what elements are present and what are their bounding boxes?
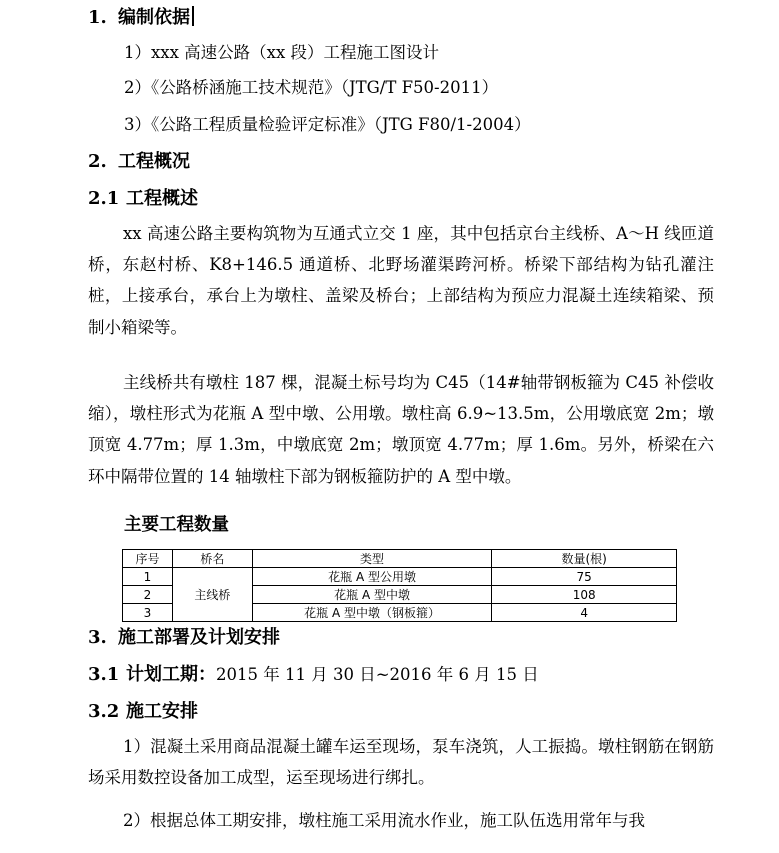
heading-deployment (88, 628, 280, 648)
cell-type: 花瓶 A 型中墩（钢板箍） (252, 604, 492, 622)
heading-number: 1. (88, 7, 107, 28)
table-header-row (123, 550, 677, 568)
cell-no: 1 (123, 568, 173, 586)
cell-no: 2 (123, 586, 173, 604)
heading-number: 3.1 (88, 664, 120, 685)
cell-bridge: 主线桥 (172, 568, 252, 622)
table-row (123, 568, 677, 586)
cell-qty: 75 (492, 568, 677, 586)
basis-item-2: 2）《公路桥涵施工技术规范》（JTG/T F50-2011） (124, 78, 499, 97)
cell-qty: 108 (492, 586, 677, 604)
heading-number: 3.2 (88, 701, 120, 722)
heading-title: 施工安排 (126, 701, 198, 722)
heading-basis (88, 6, 194, 28)
heading-schedule (88, 665, 539, 685)
heading-number: 3. (88, 627, 107, 648)
cell-type: 花瓶 A 型中墩 (252, 586, 492, 604)
heading-title: 工程概述 (126, 188, 198, 209)
heading-number: 2. (88, 151, 107, 172)
heading-overview (88, 152, 190, 172)
cell-no: 3 (123, 604, 173, 622)
cell-qty: 4 (492, 604, 677, 622)
heading-title: 计划工期： (126, 664, 216, 685)
basis-item-1: 1）xxx 高速公路（xx 段）工程施工图设计 (124, 43, 440, 62)
header-type: 类型 (252, 550, 492, 568)
summary-paragraph-1: xx 高速公路主要构筑物为互通式立交 1 座，其中包括京台主线桥、A～H 线匝道桥，东赵村桥、K8+146.5 通道桥、北野场灌渠跨河桥。桥梁下部结构为钻孔灌注桩，上接承台，承台上为墩柱、盖梁及桥台；上部结构为预应力混凝土连续箱梁、预制小箱梁等。 (88, 224, 714, 337)
header-no: 序号 (123, 550, 173, 568)
cell-type: 花瓶 A 型公用墩 (252, 568, 492, 586)
heading-title: 编制依据 (118, 7, 190, 28)
quantities-title: 主要工程数量 (124, 515, 229, 535)
heading-project-summary (88, 189, 198, 209)
summary-paragraph-2: 主线桥共有墩柱 187 棵，混凝土标号均为 C45（14#轴带钢板箍为 C45 补偿收缩），墩柱形式为花瓶 A 型中墩、公用墩。墩柱高 6.9~13.5m，公用墩底宽 2m；墩顶宽 4.77m；厚 1.3m，中墩底宽 2m；墩顶宽 4.77m；厚 1.6m。另外，桥梁在六环中隔带位置的 14 轴墩柱下部为钢板箍防护的 A 型中墩。 (88, 373, 714, 486)
arrangement-paragraph-2: 2）根据总体工期安排，墩柱施工采用流水作业，施工队伍选用常年与我 (123, 811, 645, 830)
schedule-dates: 2015 年 11 月 30 日~2016 年 6 月 15 日 (216, 665, 539, 684)
heading-arrangement (88, 702, 198, 722)
header-bridge: 桥名 (172, 550, 252, 568)
heading-title: 工程概况 (118, 151, 190, 172)
header-qty: 数量(根) (492, 550, 677, 568)
heading-number: 2.1 (88, 188, 120, 209)
text-cursor (192, 6, 194, 26)
quantities-table (122, 549, 677, 622)
basis-item-3: 3）《公路工程质量检验评定标准》（JTG F80/1-2004） (124, 115, 531, 134)
arrangement-paragraph-1: 1）混凝土采用商品混凝土罐车运至现场，泵车浇筑，人工振捣。墩柱钢筋在钢筋场采用数控设备加工成型，运至现场进行绑扎。 (88, 737, 714, 788)
heading-title: 施工部署及计划安排 (118, 627, 280, 648)
